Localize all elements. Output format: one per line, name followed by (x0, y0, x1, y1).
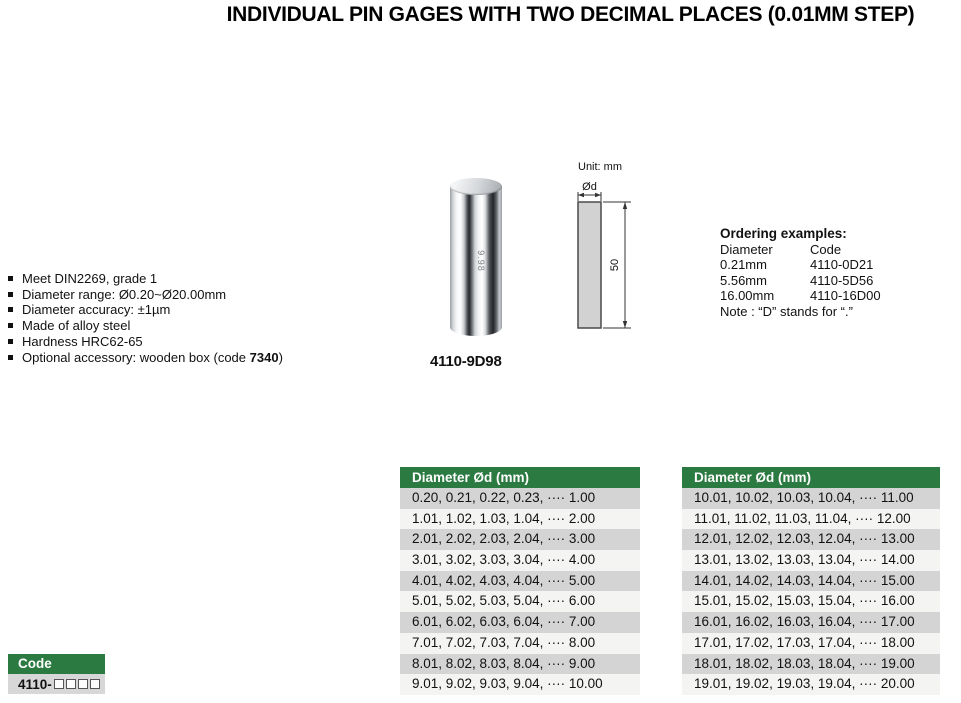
table-row: 8.01, 8.02, 8.03, 8.04, ···· 9.00 (400, 654, 640, 675)
ordering-code-value: 4110-0D21 (810, 257, 874, 272)
ordering-header-row (720, 242, 881, 258)
ordering-col-diameter: Diameter (720, 241, 773, 257)
dimension-drawing (565, 155, 655, 345)
product-code-label: 4110-9D98 (430, 353, 502, 370)
feature-text: Optional accessory: wooden box (code (22, 349, 250, 365)
feature-text: Made of alloy steel (22, 318, 131, 334)
table-row: 12.01, 12.02, 12.03, 12.04, ···· 13.00 (682, 529, 940, 550)
ordering-note: Note : “D” stands for “.” (720, 303, 853, 319)
pin-gage-photo (450, 178, 502, 338)
table-row: 6.01, 6.02, 6.03, 6.04, ···· 7.00 (400, 612, 640, 633)
table-row: 18.01, 18.02, 18.03, 18.04, ···· 19.00 (682, 654, 940, 675)
code-placeholder-box (78, 679, 88, 689)
table-row: 11.01, 11.02, 11.03, 11.04, ···· 12.00 (682, 509, 940, 530)
table-row: 4.01, 4.02, 4.03, 4.04, ···· 5.00 (400, 571, 640, 592)
feature-text: 7340 (249, 349, 279, 365)
table-row: 16.01, 16.02, 16.03, 16.04, ···· 17.00 (682, 612, 940, 633)
table-row: 1.01, 1.02, 1.03, 1.04, ···· 2.00 (400, 509, 640, 530)
code-placeholder-boxes (52, 677, 100, 692)
diameter-table-1 (400, 467, 640, 695)
dim-arrow-top (623, 202, 627, 209)
bullet-square-icon (8, 292, 13, 297)
diameter-dim-lines (578, 192, 601, 201)
ordering-row (720, 288, 881, 304)
table-header: Diameter Ød (mm) (682, 467, 940, 488)
bullet-square-icon (8, 323, 13, 328)
ordering-code-value: 4110-5D56 (810, 272, 874, 288)
dim-arrow-left (578, 193, 584, 197)
ordering-rows (720, 257, 881, 304)
pin-body (450, 186, 502, 336)
table-row: 2.01, 2.02, 2.03, 2.04, ···· 3.00 (400, 529, 640, 550)
ordering-examples (720, 226, 881, 319)
feature-text: Diameter accuracy: ±1µm (22, 302, 171, 318)
feature-item (8, 318, 283, 334)
table-row: 3.01, 3.02, 3.03, 3.04, ···· 4.00 (400, 550, 640, 571)
table-body (400, 488, 640, 695)
unit-label: Unit: mm (578, 161, 622, 173)
bullet-square-icon (8, 355, 13, 360)
feature-text: Meet DIN2269, grade 1 (22, 271, 158, 286)
feature-item (8, 302, 283, 318)
code-placeholder-box (54, 679, 64, 689)
table-header: Diameter Ød (mm) (400, 467, 640, 488)
table-row: 9.01, 9.02, 9.03, 9.04, ···· 10.00 (400, 674, 640, 695)
code-placeholder-box (90, 679, 100, 689)
length-dim-label: 50 (609, 258, 621, 272)
table-row: 5.01, 5.02, 5.03, 5.04, ···· 6.00 (400, 591, 640, 612)
table-body (682, 488, 940, 695)
table-row: 13.01, 13.02, 13.03, 13.04, ···· 14.00 (682, 550, 940, 571)
code-box-value (8, 674, 105, 694)
pin-engraving-text: 9.98 (476, 250, 486, 272)
feature-item (8, 271, 283, 287)
table-row: 7.01, 7.02, 7.03, 7.04, ···· 8.00 (400, 633, 640, 654)
dim-arrow-right (595, 193, 601, 197)
pin-outline-rect (578, 202, 601, 328)
ordering-col-code: Code (810, 241, 842, 257)
code-box-header: Code (8, 654, 105, 674)
feature-text: ) (278, 349, 283, 365)
code-placeholder-box (66, 679, 76, 689)
feature-item (8, 334, 283, 350)
diameter-dim-label: Ød (582, 181, 597, 193)
feature-text: Hardness HRC62-65 (22, 333, 143, 349)
bullet-square-icon (8, 339, 13, 344)
ordering-row (720, 257, 881, 273)
table-row: 14.01, 14.02, 14.03, 14.04, ···· 15.00 (682, 571, 940, 592)
table-row: 17.01, 17.02, 17.03, 17.04, ···· 18.00 (682, 633, 940, 654)
feature-list (8, 271, 283, 365)
bullet-square-icon (8, 307, 13, 312)
code-prefix: 4110- (18, 676, 52, 692)
pin-top-cap (450, 178, 502, 195)
feature-item (8, 287, 283, 303)
dim-arrow-bottom (623, 321, 627, 328)
ordering-diameter-value: 16.00mm (720, 288, 775, 303)
ordering-title: Ordering examples: (720, 226, 847, 241)
bullet-square-icon (8, 276, 13, 281)
ordering-row (720, 273, 881, 289)
table-row: 15.01, 15.02, 15.03, 15.04, ···· 16.00 (682, 591, 940, 612)
feature-item (8, 350, 283, 366)
table-row: 10.01, 10.02, 10.03, 10.04, ···· 11.00 (682, 488, 940, 509)
page-title: INDIVIDUAL PIN GAGES WITH TWO DECIMAL PLACES (0.01MM STEP) (226, 3, 915, 26)
table-row: 19.01, 19.02, 19.03, 19.04, ···· 20.00 (682, 674, 940, 695)
diameter-table-2 (682, 467, 940, 695)
ordering-diameter-value: 0.21mm (720, 257, 767, 272)
code-box (8, 654, 105, 694)
table-row: 0.20, 0.21, 0.22, 0.23, ···· 1.00 (400, 488, 640, 509)
ordering-diameter-value: 5.56mm (720, 272, 767, 288)
ordering-code-value: 4110-16D00 (810, 288, 881, 303)
feature-text: Diameter range: Ø0.20~Ø20.00mm (22, 286, 227, 302)
